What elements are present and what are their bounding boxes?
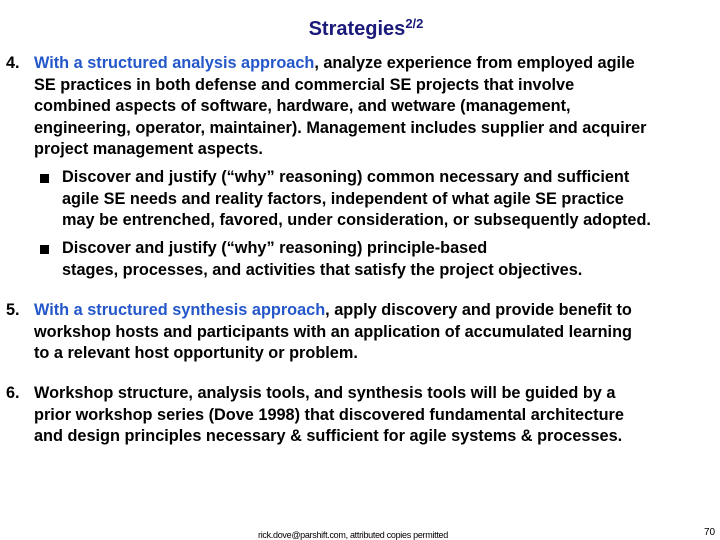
highlight-phrase: With a structured synthesis approach: [34, 301, 326, 319]
line-text: project management aspects.: [34, 140, 263, 159]
item-number: 6.: [6, 384, 20, 402]
item-number: 5.: [6, 301, 20, 319]
footer-text: rick.dove@parshift.com, attributed copies permitted: [258, 530, 448, 540]
line-text: to a relevant host opportunity or problem.: [34, 344, 358, 363]
highlight-phrase: With a structured analysis approach: [34, 54, 315, 72]
square-bullet-icon: [40, 245, 49, 254]
item-4: [6, 53, 718, 161]
title-superscript: 2/2: [405, 16, 424, 31]
line-text: , analyze experience from employed agile: [314, 54, 635, 72]
item-5: [6, 300, 718, 365]
line-text: Discover and justify (“why” reasoning) common necessary and sufficient: [62, 168, 630, 186]
line-text: combined aspects of software, hardware, and wetware (management,: [34, 97, 571, 116]
line-text: workshop hosts and participants with an application of accumulated learning: [34, 322, 632, 341]
page-number: 70: [704, 527, 716, 538]
square-bullet-icon: [40, 174, 49, 183]
sub-bullet-2: [40, 238, 720, 281]
line-text: prior workshop series (Dove 1998) that discovered fundamental architecture: [34, 405, 624, 424]
line-text: may be entrenched, favored, under consideration, or subsequently adopted.: [62, 211, 651, 230]
sub-bullet-1: [40, 167, 720, 232]
item-number: 4.: [6, 54, 20, 72]
line-text: SE practices in both defense and commercial SE projects that involve: [34, 75, 575, 94]
line-text: and design principles necessary & sufficient for agile systems & processes.: [34, 427, 623, 446]
line-text: Discover and justify (“why” reasoning) principle-based: [62, 239, 488, 257]
title-text: Strategies: [308, 18, 406, 40]
slide-title: [0, 16, 720, 41]
line-text: engineering, operator, maintainer). Management includes supplier and acquirer: [34, 118, 647, 137]
item-6: [6, 383, 718, 448]
line-text: agile SE needs and reality factors, independent of what agile SE practice: [62, 189, 624, 208]
line-text: stages, processes, and activities that satisfy the project objectives.: [62, 260, 583, 279]
line-text: , apply discovery and provide benefit to: [325, 301, 632, 319]
line-text: Workshop structure, analysis tools, and synthesis tools will be guided by a: [34, 384, 616, 402]
